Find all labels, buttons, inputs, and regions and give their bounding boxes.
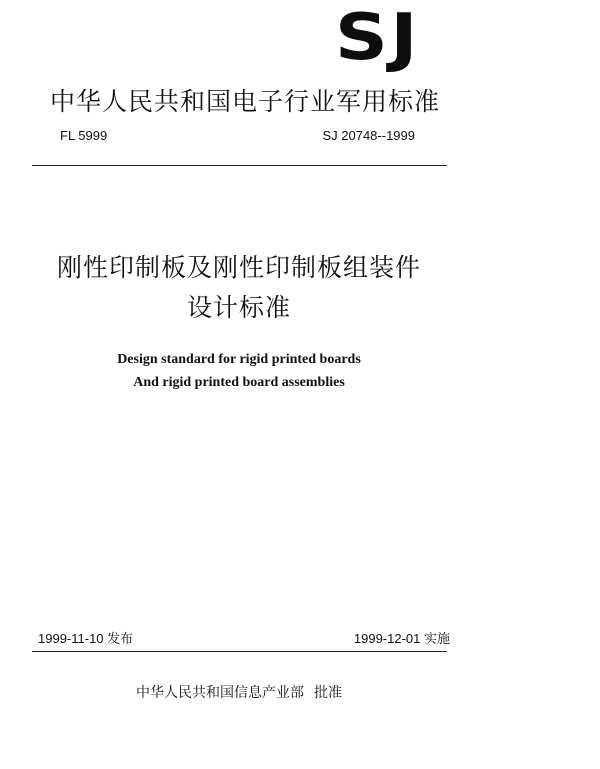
chinese-title-line-1: 刚性印制板及刚性印制板组装件 [56,253,421,282]
effective-date: 1999-12-01 实施 [353,631,450,646]
chinese-title-line-2: 设计标准 [186,293,291,322]
industry-standard-title: 中华人民共和国电子行业军用标准 [50,87,441,116]
english-title-line-1: Design standard for rigid printed boards [117,352,361,367]
approving-authority [0,682,478,702]
english-title-line-2: And rigid printed board assemblies [133,375,345,390]
issue-date: 1999-11-10 发布 [38,631,134,646]
standard-number: SJ 20748--1999 [322,128,415,143]
issuer-name: 中华人民共和国信息产业部 [136,685,304,701]
sj-logo: SJ [335,1,420,75]
approval-label: 批准 [314,685,342,701]
classification-code: FL 5999 [60,128,108,143]
top-divider [32,165,447,166]
bottom-divider [32,651,447,652]
